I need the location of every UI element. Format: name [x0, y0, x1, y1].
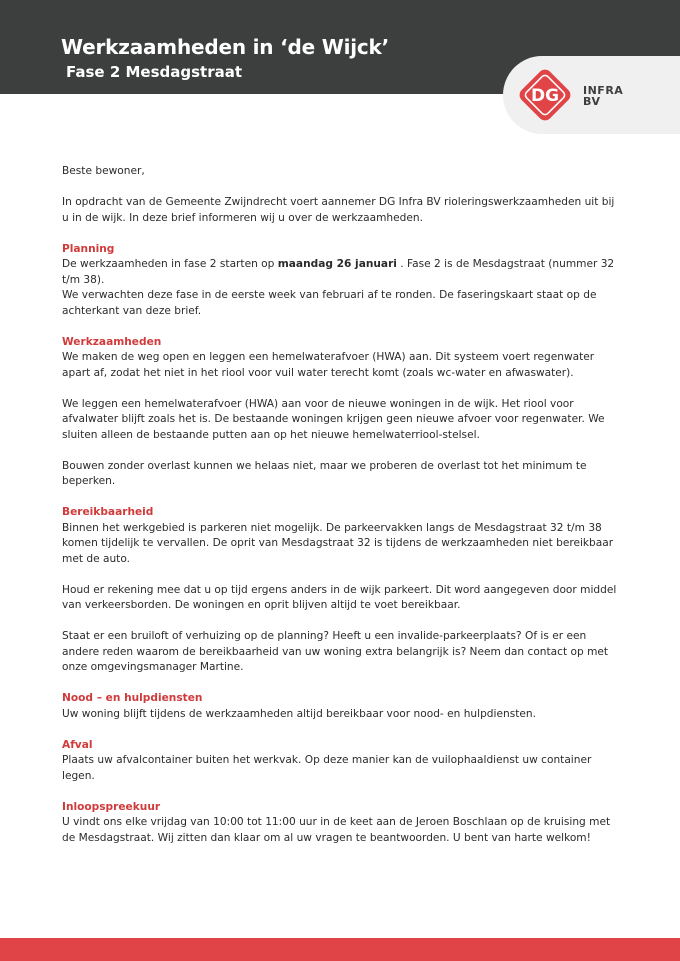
dg-logo-icon — [516, 66, 574, 124]
bereikbaarheid-paragraph-2: Houd er rekening mee dat u op tijd ergens anders in de wijk parkeert. Dit word aangegeven door middel van verkeersborden. De woningen en oprit blijven altijd te voet bereikbaar. — [62, 583, 617, 611]
planning-paragraph-2: We verwachten deze fase in de eerste week van februari af te ronden. De faseringskaart staat op de achterkant van deze brief. — [62, 289, 597, 317]
bereikbaarheid-paragraph-3: Staat er een bruiloft of verhuizing op de planning? Heeft u een invalide-parkeerplaats? Of is er een andere reden waarom de bereikbaarheid van uw woning extra belangrijk is? Neem dan contact op met onze omgevingsmanager Martine. — [62, 630, 609, 673]
werkzaamheden-paragraph-3: Bouwen zonder overlast kunnen we helaas niet, maar we proberen de overlast tot het minimum te beperken. — [62, 459, 587, 487]
planning-text-start: De werkzaamheden in fase 2 starten op — [62, 258, 278, 270]
section-heading-planning: Planning — [62, 242, 115, 255]
logo-mark: DG — [530, 86, 560, 106]
page-title: Werkzaamheden in ‘de Wijck’ — [61, 35, 390, 59]
section-heading-afval: Afval — [62, 738, 93, 751]
bereikbaarheid-paragraph-1: Binnen het werkgebied is parkeren niet mogelijk. De parkeervakken langs de Mesdagstraat 32 t/m 38 komen tijdelijk te vervallen. De oprit van Mesdagstraat 32 is tijdens de werkzaamheden niet bereikbaar met de auto. — [62, 521, 614, 565]
logo-text-infra: INFRA — [583, 84, 624, 97]
section-heading-bereikbaarheid: Bereikbaarheid — [62, 506, 154, 518]
intro-paragraph: In opdracht van de Gemeente Zwijndrecht voert aannemer DG Infra BV rioleringswerkzaamheden uit bij u in de wijk. In deze brief informeren wij u over de werkzaamheden. — [62, 196, 615, 224]
planning-text-end: . Fase 2 is de Mesdagstraat (nummer 32 t/m 38). — [62, 258, 615, 286]
footer-bar — [0, 938, 680, 961]
afval-paragraph: Plaats uw afvalcontainer buiten het werkvak. Op deze manier kan de vuilophaaldienst uw container legen. — [62, 754, 592, 782]
planning-paragraph — [62, 257, 624, 288]
section-heading-inloopspreekuur: Inloopspreekuur — [62, 800, 161, 813]
section-heading-werkzaamheden: Werkzaamheden — [62, 335, 162, 348]
nood-paragraph: Uw woning blijft tijdens de werkzaamheden altijd bereikbaar voor nood- en hulpdiensten. — [62, 707, 536, 720]
planning-start-date: maandag 26 januari — [277, 258, 397, 270]
inloop-paragraph: U vindt ons elke vrijdag van 10:00 tot 11:00 uur in de keet aan de Jeroen Boschlaan op de kruising met de Mesdagstraat. Wij zitten dan klaar om al uw vragen te beantwoorden. U bent van harte welkom! — [62, 816, 611, 844]
werkzaamheden-paragraph-2: We leggen een hemelwaterafvoer (HWA) aan voor de nieuwe woningen in de wijk. Het riool voor afvalwater blijft zoals het is. De bestaande woningen krijgen geen nieuwe afvoer voor regenwater. We sluiten alleen de bestaande putten aan op het nieuwe hemelwaterriool-stelsel. — [62, 397, 605, 441]
logo-text-bv: BV — [583, 95, 601, 108]
page-subtitle: Fase 2 Mesdagstraat — [66, 63, 243, 81]
werkzaamheden-paragraph-1: We maken de weg open en leggen een hemelwaterafvoer (HWA) aan. Dit systeem voert regenwater apart af, zodat het niet in het riool voor vuil water terecht komt (zoals wc-water en afwaswater). — [62, 351, 595, 379]
section-heading-nood: Nood – en hulpdiensten — [62, 692, 203, 704]
letter-body — [62, 164, 624, 862]
salutation: Beste bewoner, — [62, 165, 145, 177]
